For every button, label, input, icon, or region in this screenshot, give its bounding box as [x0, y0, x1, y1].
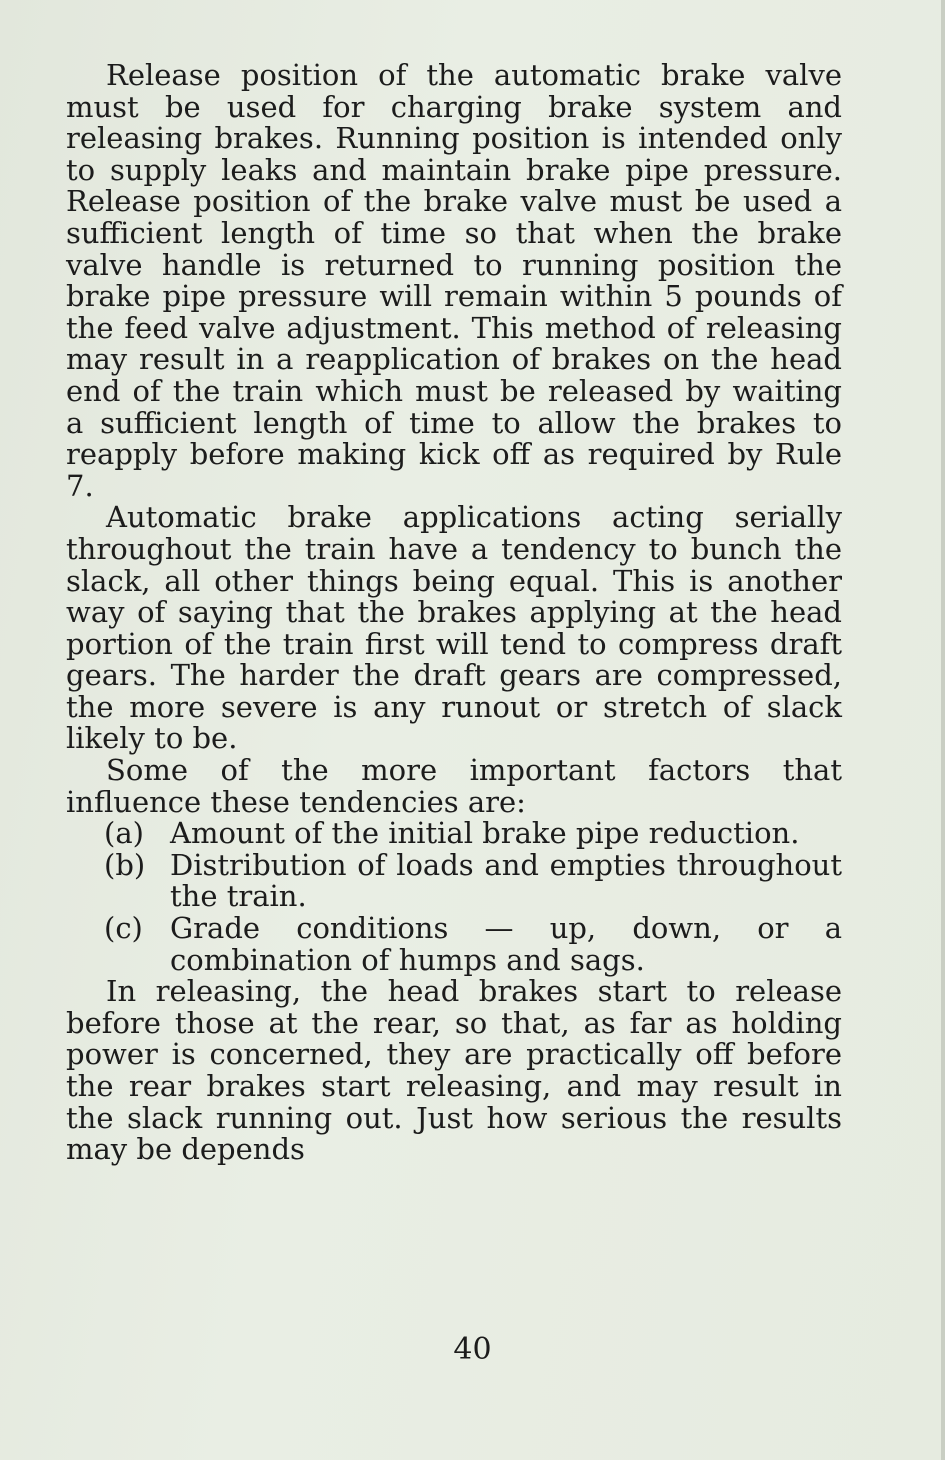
- factor-label: (c): [104, 911, 143, 946]
- page-edge: [941, 0, 945, 1460]
- page-number: 40: [453, 1332, 492, 1367]
- factor-item-c: [66, 913, 842, 976]
- factor-item-b: [66, 847, 842, 914]
- factor-text: Grade conditions — up, down, or a combination of humps and sags.: [170, 911, 842, 977]
- paragraph-release-position: Release position of the automatic brake valve must be used for charging brake system and releasing brakes. Running position is intended only to supply leaks and maintain brake pipe pressure. Release position of the brake valve must be used a sufficient length of time so that when the brake valve handle is returned to running position the brake pipe pressure will remain within 5 pounds of the feed valve adjustment. This method of releasing may result in a reapplication of brakes on the head end of the train which must be released by waiting a sufficient length of time to allow the brakes to reapply before making kick off as required by Rule 7.: [66, 58, 842, 503]
- factor-label: (a): [104, 816, 144, 851]
- paragraph-releasing: In releasing, the head brakes start to release before those at the rear, so that, as far as holding power is concerned, they are practically off before the rear brakes start releasing, and may result in the slack running out. Just how serious the results may be depends: [66, 974, 842, 1167]
- factor-text: Distribution of loads and empties throughout the train.: [170, 847, 842, 914]
- factor-label: (b): [104, 847, 146, 882]
- factor-text: Amount of the initial brake pipe reduction.: [170, 816, 800, 851]
- paragraph-automatic-applications: Automatic brake applications acting serially throughout the train have a tendency to bunch the slack, all other things being equal. This is another way of saying that the brakes applying at the head portion of the train first will tend to compress draft gears. The harder the draft gears are compressed, the more severe is any runout or stretch of slack likely to be.: [66, 500, 842, 756]
- body-text: [66, 60, 842, 1166]
- factor-item-a: [66, 818, 842, 850]
- paragraph-factors-intro: Some of the more important factors that influence these tendencies are:: [66, 753, 842, 819]
- factor-list: [66, 818, 842, 976]
